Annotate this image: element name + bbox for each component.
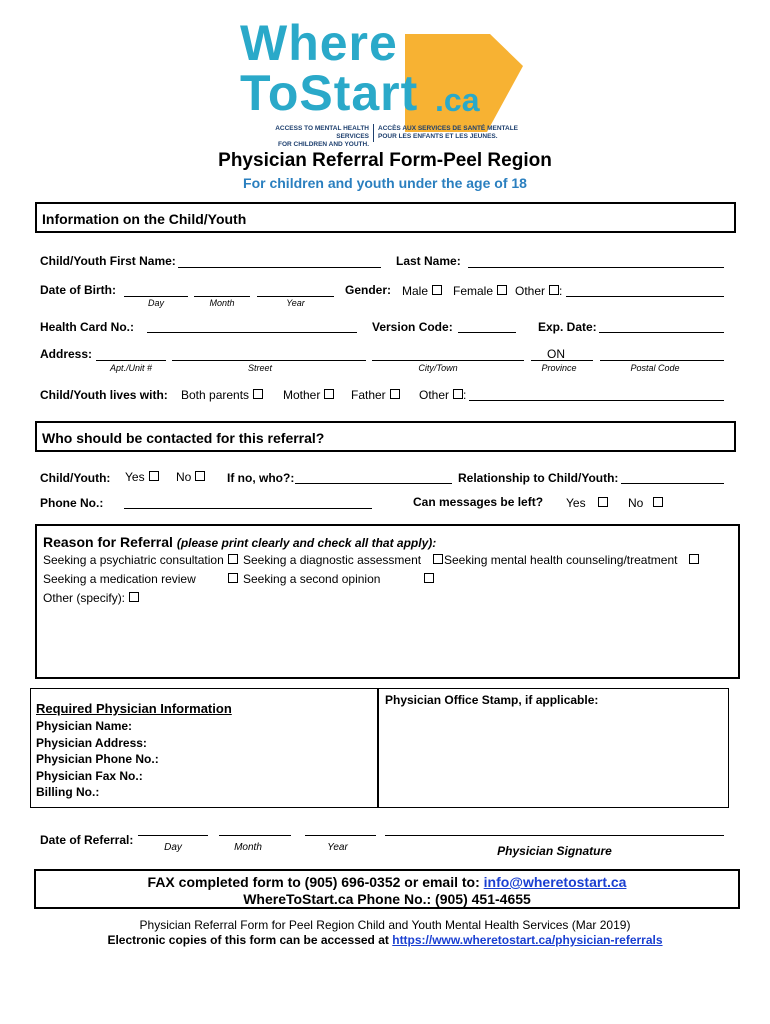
logo-tag-fr-2: POUR LES ENFANTS ET LES JEUNES.	[378, 133, 498, 140]
logo-tag-en-2: FOR CHILDREN AND YOUTH.	[278, 141, 369, 148]
gender-label: Gender:	[345, 283, 392, 297]
referral-month-field[interactable]	[219, 835, 291, 836]
health-card-field[interactable]	[147, 332, 357, 333]
lives-with-label: Child/Youth lives with:	[40, 388, 168, 402]
reason-diagnostic-checkbox[interactable]	[433, 554, 443, 564]
section-child-heading: Information on the Child/Youth	[42, 211, 247, 227]
lives-other[interactable]: Other :	[419, 388, 467, 402]
province-value: ON	[547, 347, 565, 361]
contact-child-label: Child/Youth:	[40, 471, 111, 485]
section-contact-heading: Who should be contacted for this referral?	[42, 430, 325, 446]
reason-other-label: Other (specify):	[43, 591, 126, 605]
last-name-field[interactable]	[468, 267, 724, 268]
reason-psych-checkbox[interactable]	[228, 554, 238, 564]
referral-year-field[interactable]	[305, 835, 376, 836]
physician-signature-caption: Physician Signature	[497, 844, 612, 858]
exp-date-label: Exp. Date:	[538, 320, 597, 334]
referral-day-caption: Day	[164, 842, 182, 853]
dob-year-caption: Year	[286, 298, 305, 308]
lives-father-checkbox[interactable]	[390, 389, 400, 399]
footer-line1: Physician Referral Form for Peel Region Child and Youth Mental Health Services (Mar 2019)	[139, 918, 631, 932]
physician-fax-label[interactable]: Physician Fax No.:	[36, 768, 143, 783]
footer-line2: Electronic copies of this form can be accessed at	[107, 933, 389, 947]
street-caption: Street	[247, 363, 272, 373]
lives-mother[interactable]	[283, 388, 334, 402]
reason-psych[interactable]	[43, 553, 238, 567]
if-no-who-label: If no, who?:	[227, 471, 295, 485]
dob-year-field[interactable]	[257, 296, 334, 297]
gender-other-checkbox[interactable]	[549, 285, 559, 295]
reason-note: (please print clearly and check all that apply):	[176, 536, 437, 550]
contact-no[interactable]	[176, 470, 205, 484]
lives-father-label: Father	[351, 388, 386, 402]
if-no-who-field[interactable]	[295, 483, 452, 484]
lives-other-label: Other	[419, 388, 450, 402]
contact-phone-label: Phone No.:	[40, 496, 104, 510]
form-title: Physician Referral Form-Peel Region	[218, 150, 552, 171]
lives-other-checkbox[interactable]	[453, 389, 463, 399]
gender-other[interactable]: Other :	[515, 284, 563, 298]
logo-tostart: ToStart	[240, 65, 419, 121]
logo-divider	[373, 124, 374, 142]
messages-label: Can messages be left?	[413, 495, 544, 509]
dob-month-field[interactable]	[194, 296, 250, 297]
logo-tag-fr-1: ACCÈS AUX SERVICES DE SANTÉ MENTALE	[378, 125, 519, 132]
health-card-label: Health Card No.:	[40, 320, 135, 334]
messages-yes-label: Yes	[566, 496, 586, 510]
dob-label: Date of Birth:	[40, 283, 116, 297]
lives-other-field[interactable]	[469, 400, 724, 401]
reason-medication[interactable]	[43, 572, 238, 586]
fax-text: FAX completed form to (905) 696-0352 or email to:	[147, 874, 480, 890]
referral-year-caption: Year	[327, 842, 348, 853]
footer-url-link[interactable]: https://www.wheretostart.ca/physician-referrals	[392, 933, 663, 947]
section-physician	[30, 688, 379, 808]
contact-phone-field[interactable]	[124, 508, 372, 509]
phone-text: WhereToStart.ca Phone No.: (905) 451-4655	[243, 891, 531, 907]
reason-counseling-checkbox[interactable]	[689, 554, 699, 564]
form-subtitle: For children and youth under the age of 18	[243, 175, 527, 191]
gender-female-checkbox[interactable]	[497, 285, 507, 295]
physician-phone-label[interactable]: Physician Phone No.:	[36, 752, 159, 767]
postal-field[interactable]	[600, 360, 724, 361]
dob-month-caption: Month	[209, 298, 235, 308]
messages-yes[interactable]	[566, 496, 608, 510]
province-caption: Province	[541, 363, 577, 373]
reason-medication-checkbox[interactable]	[228, 573, 238, 583]
city-field[interactable]	[372, 360, 524, 361]
reason-medication-label: Seeking a medication review	[43, 572, 196, 586]
physician-stamp-box[interactable]	[377, 688, 729, 808]
gender-female-label: Female	[453, 284, 494, 298]
messages-no[interactable]	[628, 496, 663, 510]
contact-yes-checkbox[interactable]	[149, 471, 159, 481]
first-name-field[interactable]	[178, 267, 381, 268]
relationship-label: Relationship to Child/Youth:	[458, 471, 619, 485]
address-label: Address:	[40, 347, 93, 361]
relationship-field[interactable]	[621, 483, 724, 484]
contact-yes-label: Yes	[125, 470, 145, 484]
city-caption: City/Town	[418, 363, 458, 373]
logo-where: Where	[240, 15, 398, 71]
section-child-header	[35, 202, 736, 233]
lives-both-parents-checkbox[interactable]	[253, 389, 263, 399]
logo-ca: .ca	[435, 82, 480, 118]
physician-heading: Required Physician Information	[36, 701, 232, 716]
logo	[235, 15, 535, 148]
last-name-label: Last Name:	[396, 254, 461, 268]
reason-other[interactable]	[43, 591, 139, 605]
logo-tag-en-1: ACCESS TO MENTAL HEALTH SERVICES	[275, 125, 369, 140]
version-code-label: Version Code:	[372, 320, 453, 334]
physician-name-label[interactable]: Physician Name:	[36, 719, 133, 733]
reason-other-checkbox[interactable]	[129, 592, 139, 602]
referral-day-field[interactable]	[138, 835, 208, 836]
street-field[interactable]	[172, 360, 366, 361]
section-contact-header	[35, 421, 736, 452]
reason-second[interactable]	[243, 572, 434, 586]
reason-diagnostic[interactable]	[243, 553, 443, 567]
referral-month-caption: Month	[234, 842, 262, 853]
reason-psych-label: Seeking a psychiatric consultation	[43, 553, 224, 567]
reason-heading: Reason for Referral	[43, 534, 173, 550]
gender-male-label: Male	[402, 284, 429, 298]
lives-both-parents[interactable]	[181, 388, 263, 402]
lives-mother-label: Mother	[283, 388, 321, 402]
lives-father[interactable]	[351, 388, 400, 402]
exp-date-field[interactable]	[599, 332, 724, 333]
gender-male[interactable]	[402, 284, 442, 298]
dob-day-field[interactable]	[124, 296, 188, 297]
email-link[interactable]: info@wheretostart.ca	[483, 874, 627, 890]
contact-no-checkbox[interactable]	[195, 471, 205, 481]
billing-no-label[interactable]: Billing No.:	[36, 785, 100, 800]
reason-heading-row	[43, 534, 436, 550]
gender-other-label: Other	[515, 284, 546, 298]
first-name-label: Child/Youth First Name:	[40, 254, 176, 268]
messages-yes-checkbox[interactable]	[598, 497, 608, 507]
stamp-label: Physician Office Stamp, if applicable:	[385, 693, 599, 707]
lives-mother-checkbox[interactable]	[324, 389, 334, 399]
reason-second-checkbox[interactable]	[424, 573, 434, 583]
gender-male-checkbox[interactable]	[432, 285, 442, 295]
dob-day-caption: Day	[147, 298, 164, 308]
section-reason	[35, 524, 740, 679]
version-code-field[interactable]	[458, 332, 516, 333]
gender-female[interactable]	[453, 284, 507, 298]
physician-address-label[interactable]: Physician Address:	[36, 735, 147, 750]
lives-both-parents-label: Both parents	[181, 388, 250, 402]
contact-yes[interactable]	[125, 470, 159, 484]
reason-counseling[interactable]	[444, 553, 699, 567]
gender-other-field[interactable]	[566, 296, 724, 297]
referral-date-label: Date of Referral:	[40, 833, 134, 847]
apt-field[interactable]	[96, 360, 166, 361]
reason-second-label: Seeking a second opinion	[243, 572, 381, 586]
fax-box	[34, 869, 740, 909]
reason-counseling-label: Seeking mental health counseling/treatment	[444, 553, 678, 567]
apt-caption: Apt./Unit #	[109, 363, 153, 373]
reason-diagnostic-label: Seeking a diagnostic assessment	[243, 553, 422, 567]
postal-caption: Postal Code	[630, 363, 680, 373]
messages-no-checkbox[interactable]	[653, 497, 663, 507]
contact-no-label: No	[176, 470, 192, 484]
physician-signature-field[interactable]	[385, 835, 724, 836]
messages-no-label: No	[628, 496, 644, 510]
